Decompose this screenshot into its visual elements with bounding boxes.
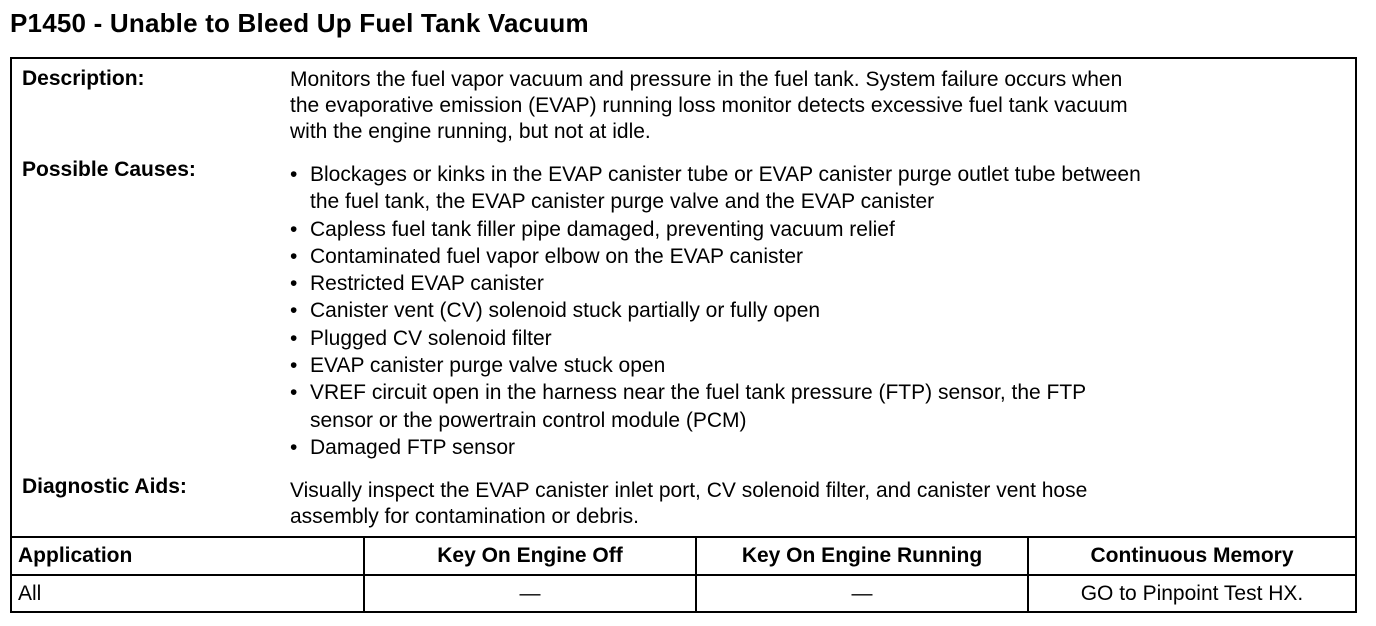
cause-line: Blockages or kinks in the EVAP canister tube or EVAP canister purge outlet tube between (310, 163, 1141, 186)
bullet-icon: • (290, 326, 298, 350)
bullet-icon: • (290, 435, 298, 459)
cause-item (286, 434, 1141, 461)
application-table (12, 536, 1355, 612)
header-continuous-memory: Continuous Memory (1028, 537, 1355, 575)
cause-line: Canister vent (CV) solenoid stuck partially or fully open (310, 299, 821, 323)
cause-item (286, 161, 1141, 216)
header-key-on-engine-off: Key On Engine Off (364, 537, 696, 575)
cause-line: sensor or the powertrain control module (PCM) (310, 408, 747, 432)
cause-item (286, 297, 1141, 324)
table-header-row (12, 537, 1355, 575)
bullet-icon: • (290, 272, 298, 296)
possible-causes-list (286, 161, 1141, 461)
bullet-icon: • (290, 299, 298, 323)
cell-continuous-memory: GO to Pinpoint Test HX. (1028, 575, 1355, 612)
description-line: with the engine running, but not at idle. (290, 120, 651, 143)
bullet-icon: • (290, 354, 298, 378)
cause-line: Plugged CV solenoid filter (310, 326, 552, 350)
cause-item (286, 325, 1141, 352)
cell-key-on-engine-running: — (696, 575, 1028, 612)
description-label: Description: (22, 67, 145, 90)
description-line: the evaporative emission (EVAP) running loss monitor detects excessive fuel tank vacuum (290, 94, 1128, 117)
description-line: Monitors the fuel vapor vacuum and pressure in the fuel tank. System failure occurs when (290, 68, 1123, 91)
bullet-icon: • (290, 381, 298, 405)
cause-line: Damaged FTP sensor (310, 435, 516, 459)
bullet-icon: • (290, 244, 298, 268)
description-text (290, 67, 1128, 145)
bullet-icon: • (290, 217, 298, 241)
table-row (12, 575, 1355, 612)
cause-line: VREF circuit open in the harness near the fuel tank pressure (FTP) sensor, the FTP (310, 381, 1087, 405)
cause-line: Capless fuel tank filler pipe damaged, preventing vacuum relief (310, 217, 895, 241)
cause-item (286, 270, 1141, 297)
info-section (12, 59, 1355, 538)
header-application: Application (12, 537, 364, 575)
diagnostic-aids-line: assembly for contamination or debris. (290, 505, 639, 528)
page-title: P1450 - Unable to Bleed Up Fuel Tank Vacuum (10, 8, 589, 38)
cause-item (286, 243, 1141, 270)
cause-item (286, 379, 1141, 434)
cause-line: the fuel tank, the EVAP canister purge valve and the EVAP canister (310, 190, 935, 214)
diagnostic-aids-line: Visually inspect the EVAP canister inlet port, CV solenoid filter, and canister vent hose (290, 479, 1088, 502)
diagnostic-panel (10, 57, 1357, 613)
cause-item (286, 216, 1141, 243)
bullet-icon: • (290, 163, 298, 186)
diagnostic-aids-text (290, 478, 1087, 530)
cause-line: Contaminated fuel vapor elbow on the EVAP canister (310, 244, 804, 268)
diagnostic-aids-label: Diagnostic Aids: (22, 475, 187, 498)
possible-causes-label: Possible Causes: (22, 158, 196, 181)
cause-item (286, 352, 1141, 379)
cause-line: EVAP canister purge valve stuck open (310, 354, 666, 378)
cell-key-on-engine-off: — (364, 575, 696, 612)
cell-application: All (12, 575, 364, 612)
header-key-on-engine-running: Key On Engine Running (696, 537, 1028, 575)
cause-line: Restricted EVAP canister (310, 272, 544, 296)
